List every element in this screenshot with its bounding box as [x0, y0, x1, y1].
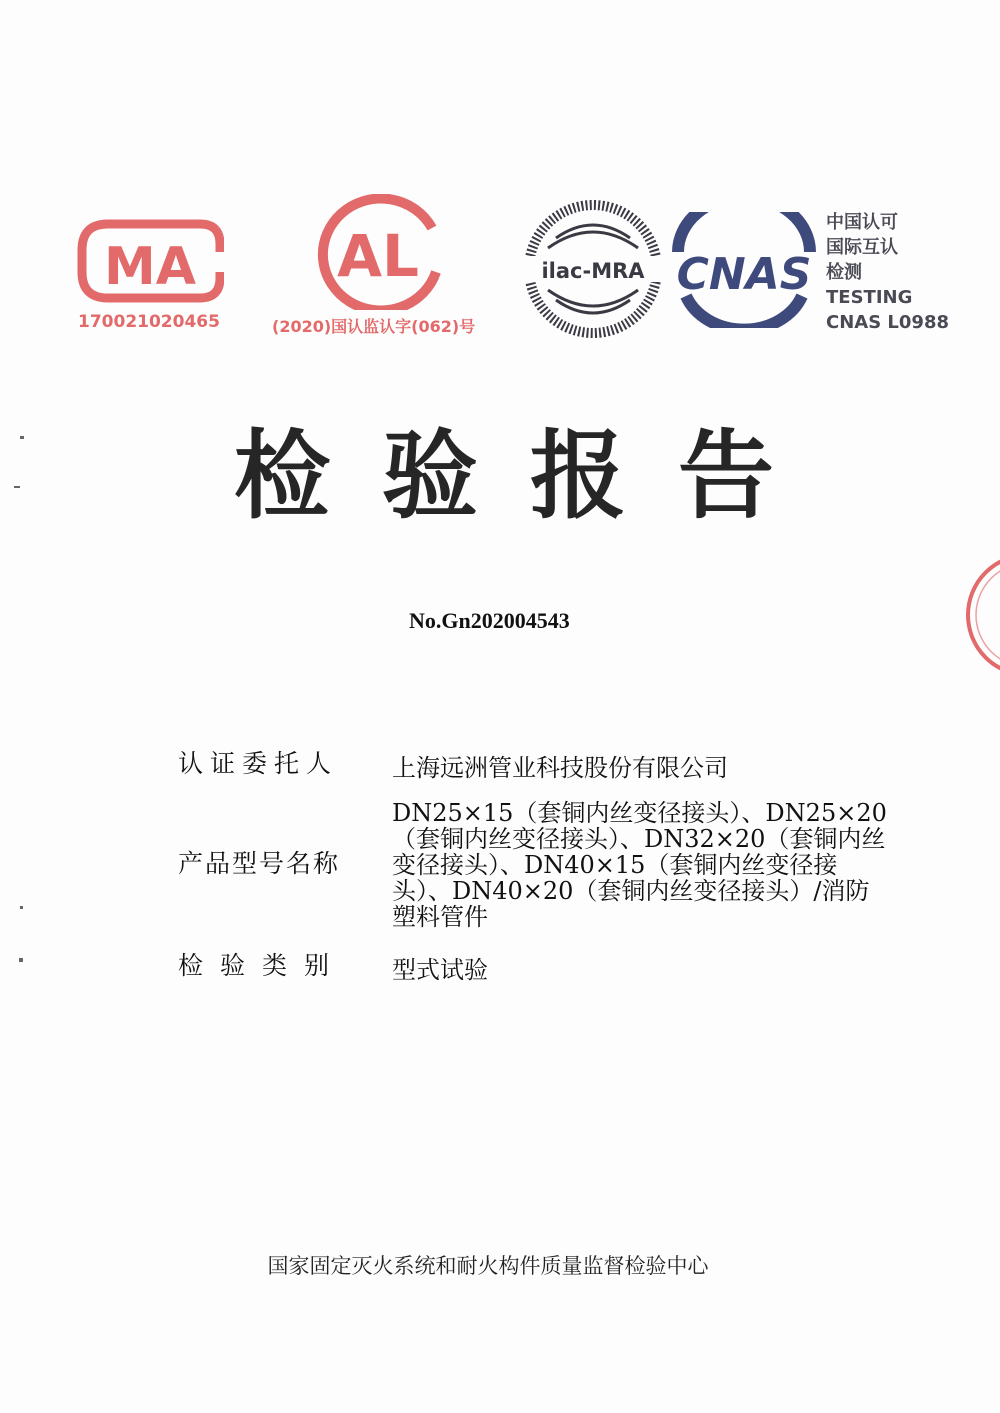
- cnas-side-line: CNAS L0988: [826, 312, 950, 333]
- report-title-char: 验: [382, 420, 478, 532]
- scan-speck: [19, 958, 23, 962]
- report-title-char: 报: [530, 420, 626, 532]
- product-value-line: （套铜内丝变径接头）、DN32×20（套铜内丝: [392, 825, 886, 853]
- seal-icon: [966, 550, 1000, 680]
- cnas-side-line: 检测: [826, 262, 862, 283]
- cma-emblem-icon: [76, 218, 224, 306]
- product-value-line: DN25×15（套铜内丝变径接头）、DN25×20: [392, 799, 887, 827]
- cma-number: 170021020465: [78, 312, 220, 332]
- client-value: 上海远洲管业科技股份有限公司: [392, 754, 728, 782]
- cma-logo: [76, 218, 224, 306]
- product-value-line: 塑料管件: [392, 903, 488, 931]
- report-title-char: 检: [234, 420, 330, 532]
- cnas-side-line: 中国认可: [826, 212, 898, 233]
- cal-logo: [312, 194, 444, 310]
- report-number: No.Gn202004543: [409, 608, 570, 633]
- cnas-side-text: [826, 210, 949, 335]
- product-label: 产品型号名称: [178, 849, 341, 878]
- cnas-emblem-icon: [666, 212, 822, 328]
- scan-speck: [14, 486, 20, 488]
- cnas-side-line: TESTING: [826, 287, 913, 308]
- cal-emblem-icon: [312, 194, 444, 310]
- cal-mark: AL: [337, 222, 419, 290]
- cnas-mark: CNAS: [676, 249, 812, 300]
- test-type-label: 检验类别: [178, 951, 347, 980]
- scan-speck: [20, 436, 24, 439]
- cal-caption: (2020)国认监认字(062)号: [272, 317, 476, 336]
- cnas-logo: [666, 212, 822, 328]
- product-value-line: 变径接头）、DN40×15（套铜内丝变径接: [392, 851, 838, 879]
- cnas-side-line: 国际互认: [826, 237, 898, 258]
- seal-stamp-partial: [966, 550, 1000, 680]
- test-type-value: 型式试验: [392, 956, 488, 984]
- ilac-mra-logo: [522, 198, 664, 340]
- cma-mark: MA: [104, 237, 196, 297]
- scan-speck: [20, 906, 23, 909]
- product-value-line: 头）、DN40×20（套铜内丝变径接头）/消防: [392, 877, 870, 905]
- report-title-char: 告: [678, 420, 774, 532]
- client-label: 认证委托人: [178, 749, 339, 778]
- ilac-globe-icon: [522, 198, 664, 340]
- issuing-organization: 国家固定灭火系统和耐火构件质量监督检验中心: [267, 1254, 709, 1278]
- ilac-mark: ilac-MRA: [541, 259, 645, 283]
- product-value: [392, 800, 962, 930]
